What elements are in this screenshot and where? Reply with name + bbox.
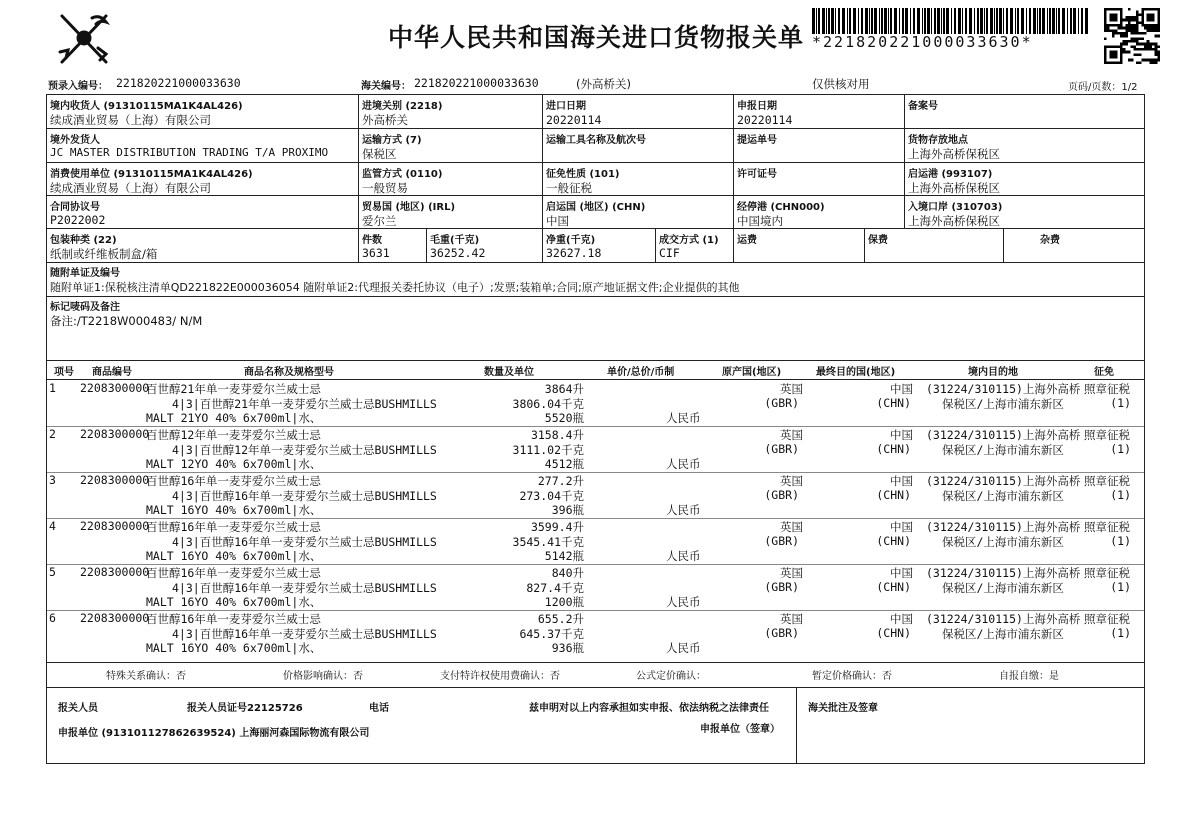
departure-port-value: 上海外高桥保税区 bbox=[908, 181, 1000, 195]
currency: 人民币 bbox=[666, 503, 701, 517]
destination-country-code: (CHN) bbox=[876, 579, 911, 594]
consumer-value: 续成酒业贸易（上海）有限公司 bbox=[50, 181, 211, 195]
item-no: 2 bbox=[49, 427, 56, 441]
item-no: 4 bbox=[49, 519, 56, 533]
origin-country: 英国 bbox=[780, 520, 803, 534]
page-number: 页码/页数：1/2 bbox=[1068, 82, 1138, 93]
levy-method: 照章征税 bbox=[1084, 612, 1130, 626]
transport-mode-value: 保税区 bbox=[362, 147, 397, 161]
transit-port-value: 中国境内 bbox=[737, 214, 783, 228]
domestic-destination: (31224/310115)上海外高桥 bbox=[926, 520, 1081, 534]
levy-code: (1) bbox=[1110, 579, 1131, 594]
marks-label: 标记唛码及备注 bbox=[50, 302, 120, 313]
col-levy: 征免 bbox=[1094, 367, 1114, 378]
shipper-label: 境外发货人 bbox=[50, 135, 100, 146]
net-weight-label: 净重(千克) bbox=[546, 235, 596, 246]
levy-method: 照章征税 bbox=[1084, 474, 1130, 488]
quantity-bottles: 936瓶 bbox=[551, 641, 584, 655]
entry-customs-label: 进境关别 (2218) bbox=[362, 101, 443, 112]
destination-country: 中国 bbox=[890, 474, 913, 488]
product-spec-detail: MALT 16YO 40% 6x700ml|水、 bbox=[146, 503, 322, 517]
product-spec-detail: MALT 16YO 40% 6x700ml|水、 bbox=[146, 595, 322, 609]
levy-method: 照章征税 bbox=[1084, 382, 1130, 396]
self-pay-confirm: 自报自缴：是 bbox=[999, 671, 1059, 682]
quantity-litres: 3158.4升 bbox=[530, 428, 584, 442]
vessel-label: 运输工具名称及航次号 bbox=[546, 135, 646, 146]
supervision-value: 一般贸易 bbox=[362, 181, 408, 195]
currency: 人民币 bbox=[666, 595, 701, 609]
origin-country-code: (GBR) bbox=[764, 441, 799, 456]
pieces-value: 3631 bbox=[362, 246, 390, 260]
commodity-code: 2208300000 bbox=[80, 473, 150, 487]
item-no: 1 bbox=[49, 381, 56, 395]
destination-country: 中国 bbox=[890, 428, 913, 442]
formula-price-confirm: 公式定价确认： bbox=[636, 671, 706, 682]
declarant-cert-no: 报关人员证号22125726 bbox=[187, 703, 303, 714]
destination-country: 中国 bbox=[890, 612, 913, 626]
origin-country-code: (GBR) bbox=[764, 487, 799, 502]
levy-method: 照章征税 bbox=[1084, 428, 1130, 442]
quantity-bottles: 5142瓶 bbox=[544, 549, 584, 563]
levy-code: (1) bbox=[1110, 395, 1131, 410]
destination-country-code: (CHN) bbox=[876, 625, 911, 640]
item-no: 5 bbox=[49, 565, 56, 579]
consumer-label: 消费使用单位 (91310115MA1K4AL426) bbox=[50, 169, 253, 180]
col-description: 商品名称及规格型号 bbox=[244, 367, 334, 378]
product-spec-detail: MALT 21YO 40% 6x700ml|水、 bbox=[146, 411, 322, 425]
domestic-destination: (31224/310115)上海外高桥 bbox=[926, 428, 1081, 442]
special-relation-confirm: 特殊关系确认：否 bbox=[106, 671, 186, 682]
col-origin: 原产国(地区) bbox=[722, 367, 782, 378]
customs-no-label: 海关编号： bbox=[361, 81, 411, 92]
col-commodity-code: 商品编号 bbox=[92, 367, 132, 378]
levy-method: 照章征税 bbox=[1084, 520, 1130, 534]
deal-mode-value: CIF bbox=[659, 246, 680, 260]
customs-office: (外高桥关) bbox=[576, 77, 631, 91]
quantity-bottles: 1200瓶 bbox=[544, 595, 584, 609]
qr-code-icon bbox=[1104, 8, 1160, 64]
insurance-label: 保费 bbox=[868, 235, 888, 246]
origin-country: 英国 bbox=[780, 382, 803, 396]
levy-code: (1) bbox=[1110, 487, 1131, 502]
destination-country-code: (CHN) bbox=[876, 395, 911, 410]
levy-nature-label: 征免性质 (101) bbox=[546, 169, 620, 180]
levy-code: (1) bbox=[1110, 625, 1131, 640]
product-spec: 4|3|百世醇21年单一麦芽爱尔兰威士忌BUSHMILLS bbox=[172, 396, 437, 411]
col-item-no: 项号 bbox=[54, 367, 74, 378]
quantity-kg: 3806.04千克 bbox=[512, 396, 584, 411]
supervision-label: 监管方式 (0110) bbox=[362, 169, 443, 180]
royalty-confirm: 支付特许权使用费确认：否 bbox=[440, 671, 560, 682]
product-name: 百世醇16年单一麦芽爱尔兰威士忌 bbox=[146, 612, 321, 626]
currency: 人民币 bbox=[666, 549, 701, 563]
declarant-label: 报关人员 bbox=[58, 703, 98, 714]
levy-code: (1) bbox=[1110, 533, 1131, 548]
destination-country-code: (CHN) bbox=[876, 441, 911, 456]
trade-country-value: 爱尔兰 bbox=[362, 214, 397, 228]
agency-seal-label: 申报单位（签章） bbox=[700, 724, 780, 735]
gross-weight-value: 36252.42 bbox=[430, 246, 486, 260]
currency: 人民币 bbox=[666, 457, 701, 471]
package-label: 包装种类 (22) bbox=[50, 235, 117, 246]
domestic-destination: (31224/310115)上海外高桥 bbox=[926, 382, 1081, 396]
origin-country-code: (GBR) bbox=[764, 395, 799, 410]
origin-country: 英国 bbox=[780, 612, 803, 626]
currency: 人民币 bbox=[666, 411, 701, 425]
quantity-litres: 277.2升 bbox=[537, 474, 584, 488]
barcode-text: *221820221000033630* bbox=[812, 33, 1033, 51]
bl-label: 提运单号 bbox=[737, 135, 777, 146]
col-price: 单价/总价/币制 bbox=[607, 367, 675, 378]
product-name: 百世醇21年单一麦芽爱尔兰威士忌 bbox=[146, 382, 321, 396]
quantity-kg: 3111.02千克 bbox=[512, 442, 584, 457]
quantity-litres: 840升 bbox=[551, 566, 584, 580]
entry-port-label: 入境口岸 (310703) bbox=[908, 202, 1003, 213]
commodity-code: 2208300000 bbox=[80, 611, 150, 625]
entry-port-value: 上海外高桥保税区 bbox=[908, 214, 1000, 228]
levy-method: 照章征税 bbox=[1084, 566, 1130, 580]
domestic-destination: (31224/310115)上海外高桥 bbox=[926, 474, 1081, 488]
gross-weight-label: 毛重(千克) bbox=[430, 235, 480, 246]
origin-country: 英国 bbox=[780, 428, 803, 442]
declare-date-value: 20220114 bbox=[737, 113, 793, 127]
destination-country-code: (CHN) bbox=[876, 533, 911, 548]
consignee-value: 续成酒业贸易（上海）有限公司 bbox=[50, 113, 211, 127]
commodity-code: 2208300000 bbox=[80, 427, 150, 441]
declaring-agency: 申报单位 (913101127862639524) 上海丽河森国际物流有限公司 bbox=[58, 728, 370, 739]
quantity-litres: 655.2升 bbox=[537, 612, 584, 626]
trade-country-label: 贸易国 (地区) (IRL) bbox=[362, 202, 456, 213]
phone-label: 电话 bbox=[369, 703, 389, 714]
declaration-statement: 兹申明对以上内容承担如实申报、依法纳税之法律责任 bbox=[529, 703, 769, 714]
origin-country-code: (GBR) bbox=[764, 533, 799, 548]
provisional-price-confirm: 暂定价格确认：否 bbox=[812, 671, 892, 682]
currency: 人民币 bbox=[666, 641, 701, 655]
quantity-kg: 273.04千克 bbox=[519, 488, 584, 503]
domestic-destination-district: 保税区/上海市浦东新区 bbox=[942, 534, 1064, 549]
price-impact-confirm: 价格影响确认：否 bbox=[283, 671, 363, 682]
col-final-destination: 最终目的国(地区) bbox=[816, 367, 896, 378]
quantity-litres: 3599.4升 bbox=[530, 520, 584, 534]
departure-port-label: 启运港 (993107) bbox=[908, 169, 993, 180]
deal-mode-label: 成交方式 (1) bbox=[659, 235, 719, 246]
shipper-value: JC MASTER DISTRIBUTION TRADING T/A PROXIMO bbox=[50, 146, 329, 159]
product-spec: 4|3|百世醇16年单一麦芽爱尔兰威士忌BUSHMILLS bbox=[172, 580, 437, 595]
transit-port-label: 经停港 (CHN000) bbox=[737, 202, 825, 213]
contract-label: 合同协议号 bbox=[50, 202, 100, 213]
import-date-value: 20220114 bbox=[546, 113, 602, 127]
origin-country-code: (GBR) bbox=[764, 625, 799, 640]
destination-country: 中国 bbox=[890, 520, 913, 534]
import-date-label: 进口日期 bbox=[546, 101, 586, 112]
product-spec: 4|3|百世醇12年单一麦芽爱尔兰威士忌BUSHMILLS bbox=[172, 442, 437, 457]
item-no: 6 bbox=[49, 611, 56, 625]
col-quantity: 数量及单位 bbox=[484, 367, 534, 378]
customs-emblem-logo bbox=[52, 8, 116, 68]
commodity-code: 2208300000 bbox=[80, 519, 150, 533]
transport-mode-label: 运输方式 (7) bbox=[362, 135, 422, 146]
commodity-code: 2208300000 bbox=[80, 381, 150, 395]
storage-label: 货物存放地点 bbox=[908, 135, 968, 146]
pre-entry-number: 221820221000033630 bbox=[116, 76, 241, 90]
product-spec: 4|3|百世醇16年单一麦芽爱尔兰威士忌BUSHMILLS bbox=[172, 626, 437, 641]
document-title: 中华人民共和国海关进口货物报关单 bbox=[388, 23, 805, 52]
customs-approval-label: 海关批注及签章 bbox=[808, 703, 878, 714]
quantity-kg: 645.37千克 bbox=[519, 626, 584, 641]
storage-value: 上海外高桥保税区 bbox=[908, 147, 1000, 161]
origin-country-code: (GBR) bbox=[764, 579, 799, 594]
domestic-destination-district: 保税区/上海市浦东新区 bbox=[942, 442, 1064, 457]
consignee-label: 境内收货人 (91310115MA1K4AL426) bbox=[50, 101, 243, 112]
package-value: 纸制或纤维板制盒/箱 bbox=[50, 247, 158, 261]
item-no: 3 bbox=[49, 473, 56, 487]
origin-country: 英国 bbox=[780, 566, 803, 580]
net-weight-value: 32627.18 bbox=[546, 246, 602, 260]
commodity-code: 2208300000 bbox=[80, 565, 150, 579]
domestic-destination-district: 保税区/上海市浦东新区 bbox=[942, 396, 1064, 411]
origin-country-value: 中国 bbox=[546, 214, 569, 228]
contract-value: P2022002 bbox=[50, 213, 106, 227]
quantity-bottles: 396瓶 bbox=[551, 503, 584, 517]
quantity-litres: 3864升 bbox=[544, 382, 584, 396]
entry-customs-value: 外高桥关 bbox=[362, 113, 408, 127]
product-name: 百世醇16年单一麦芽爱尔兰威士忌 bbox=[146, 474, 321, 488]
product-spec-detail: MALT 12YO 40% 6x700ml|水、 bbox=[146, 457, 322, 471]
domestic-destination: (31224/310115)上海外高桥 bbox=[926, 612, 1081, 626]
domestic-destination: (31224/310115)上海外高桥 bbox=[926, 566, 1081, 580]
license-label: 许可证号 bbox=[737, 169, 777, 180]
domestic-destination-district: 保税区/上海市浦东新区 bbox=[942, 488, 1064, 503]
docs-label: 随附单证及编号 bbox=[50, 268, 120, 279]
domestic-destination-district: 保税区/上海市浦东新区 bbox=[942, 580, 1064, 595]
declare-date-label: 申报日期 bbox=[737, 101, 777, 112]
origin-country-label: 启运国 (地区) (CHN) bbox=[546, 202, 646, 213]
origin-country: 英国 bbox=[780, 474, 803, 488]
product-name: 百世醇16年单一麦芽爱尔兰威士忌 bbox=[146, 566, 321, 580]
verify-only-note: 仅供核对用 bbox=[812, 77, 870, 91]
product-spec-detail: MALT 16YO 40% 6x700ml|水、 bbox=[146, 641, 322, 655]
record-no-label: 备案号 bbox=[908, 101, 938, 112]
docs-value: 随附单证1:保税核注清单QD221822E000036054 随附单证2:代理报关委托协议（电子）;发票;装箱单;合同;原产地证据文件;企业提供的其他 bbox=[50, 281, 740, 294]
pieces-label: 件数 bbox=[362, 235, 382, 246]
product-name: 百世醇16年单一麦芽爱尔兰威士忌 bbox=[146, 520, 321, 534]
customs-number: 221820221000033630 bbox=[414, 76, 539, 90]
freight-label: 运费 bbox=[737, 235, 757, 246]
destination-country: 中国 bbox=[890, 382, 913, 396]
pre-entry-label: 预录入编号： bbox=[48, 81, 108, 92]
quantity-bottles: 4512瓶 bbox=[544, 457, 584, 471]
quantity-kg: 827.4千克 bbox=[526, 580, 584, 595]
levy-nature-value: 一般征税 bbox=[546, 181, 592, 195]
domestic-destination-district: 保税区/上海市浦东新区 bbox=[942, 626, 1064, 641]
barcode-graphic bbox=[812, 8, 1088, 34]
quantity-kg: 3545.41千克 bbox=[512, 534, 584, 549]
product-spec-detail: MALT 16YO 40% 6x700ml|水、 bbox=[146, 549, 322, 563]
quantity-bottles: 5520瓶 bbox=[544, 411, 584, 425]
destination-country-code: (CHN) bbox=[876, 487, 911, 502]
col-domestic-destination: 境内目的地 bbox=[968, 367, 1018, 378]
product-name: 百世醇12年单一麦芽爱尔兰威士忌 bbox=[146, 428, 321, 442]
misc-fee-label: 杂费 bbox=[1040, 235, 1060, 246]
destination-country: 中国 bbox=[890, 566, 913, 580]
levy-code: (1) bbox=[1110, 441, 1131, 456]
product-spec: 4|3|百世醇16年单一麦芽爱尔兰威士忌BUSHMILLS bbox=[172, 488, 437, 503]
marks-value: 备注:/T2218W000483/ N/M bbox=[50, 314, 203, 328]
product-spec: 4|3|百世醇16年单一麦芽爱尔兰威士忌BUSHMILLS bbox=[172, 534, 437, 549]
